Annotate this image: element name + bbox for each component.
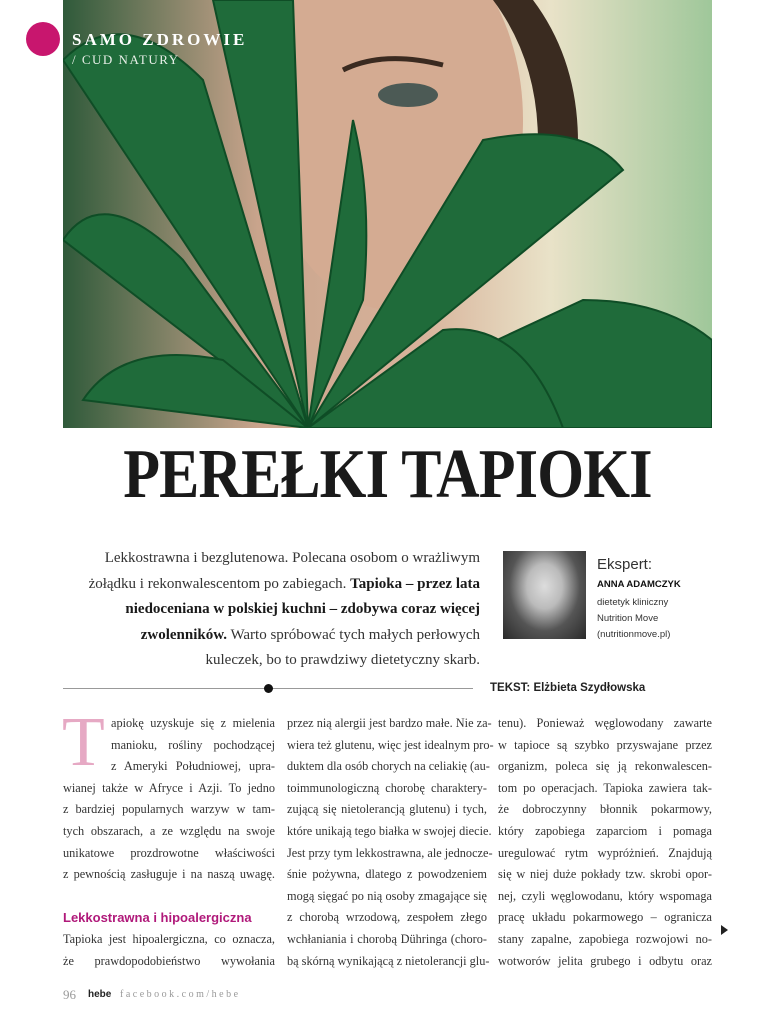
expert-site: (nutritionmove.pl) bbox=[597, 629, 671, 640]
text-line: w tapioce są szybko przyswajane przez bbox=[498, 737, 712, 752]
text-line: organizm, poleca się ją rekonwalescen- bbox=[498, 759, 712, 774]
column-2 bbox=[287, 713, 494, 972]
continue-arrow-icon bbox=[721, 925, 728, 935]
footer-url: facebook.com/hebe bbox=[120, 989, 241, 1000]
expert-org: Nutrition Move bbox=[597, 613, 659, 624]
text-line: że prawdopodobieństwo wywołania bbox=[63, 953, 275, 968]
text-line: Tapioka jest hipoalergiczna, co oznacza, bbox=[63, 931, 275, 946]
column-1 bbox=[62, 704, 275, 972]
text-line: śnie pożywna, dlatego z powodzeniem bbox=[287, 867, 487, 882]
text-line: tom po operacjach. Tapioka zawiera tak- bbox=[498, 780, 712, 795]
lead-text: Lekkostrawna i bezglutenowa. Polecana osobom o wrażliwym żołądku i rekonwalescentom po zabiegach. bbox=[88, 550, 480, 592]
expert-photo bbox=[503, 551, 586, 639]
section-marker-dot bbox=[26, 22, 60, 56]
text-line: pracę układu pokarmowego – ogranicza bbox=[498, 910, 712, 925]
text-line: mogą sięgać po nią osoby zmagające się bbox=[287, 888, 487, 903]
section-subname: / CUD NATURY bbox=[72, 52, 180, 67]
text-line: z bardziej popularnych warzyw w tam- bbox=[63, 802, 275, 817]
text-line: wchłaniania i chorobą Dühringa (choro- bbox=[287, 931, 487, 946]
article-title: PEREŁKI TAPIOKI bbox=[123, 436, 652, 513]
text-line: wiera też glutenu, więc jest idealnym pro- bbox=[287, 737, 494, 752]
expert-label: Ekspert: bbox=[597, 556, 653, 573]
text-line: manioku, rośliny pochodzącej bbox=[111, 737, 275, 752]
divider-dot bbox=[264, 684, 273, 693]
author-credit: TEKST: Elżbieta Szydłowska bbox=[490, 682, 646, 694]
text-line: który zapobiega zaparciom i pomaga bbox=[498, 823, 712, 838]
text-line: nej, czyli węglowodanu, który wspomaga bbox=[498, 888, 712, 903]
lead-paragraph bbox=[80, 546, 480, 674]
text-line: z Ameryki Południowej, upra- bbox=[111, 759, 275, 774]
column-3 bbox=[498, 713, 712, 972]
text-line: się w niej duże pokłady tzw. skrobi opor- bbox=[498, 867, 712, 882]
drop-cap: T bbox=[62, 704, 105, 781]
text-line: tych obszarach, a ze względu na swoje bbox=[63, 823, 275, 838]
text-line: uregulować rytm wypróżnień. Znajdują bbox=[498, 845, 712, 860]
text-line: toimmunologiczną chorobę charaktery- bbox=[287, 780, 487, 795]
spacer bbox=[63, 886, 275, 908]
expert-role: dietetyk kliniczny bbox=[597, 597, 669, 608]
page-number: 96 bbox=[63, 987, 76, 1002]
text-line: unikatowe prozdrowotne właściwości bbox=[63, 845, 275, 860]
subheading: Lekkostrawna i hipoalergiczna bbox=[63, 910, 252, 926]
text-line: które unikają tego białka w swojej diecie. bbox=[287, 823, 492, 838]
text-line: wotworów jelita grubego i odbytu oraz bbox=[498, 953, 712, 968]
lead-bold: Tapioka – przez lata niedoceniana w polskiej kuchni – zdobywa coraz więcej zwolenników. bbox=[125, 575, 480, 643]
text-line: że dobroczynny błonnik pokarmowy, bbox=[498, 802, 712, 817]
text-line: apiokę uzyskuje się z mielenia bbox=[111, 716, 275, 730]
text-line: wianej także w Afryce i Azji. To jedno bbox=[63, 780, 275, 795]
footer-brand: hebe bbox=[88, 989, 112, 1000]
text-line: z chorobą wrzodową, zespołem złego bbox=[287, 910, 487, 925]
text-line: duktem dla osób chorych na celiakię (au- bbox=[287, 759, 490, 774]
text-line: zującą się nietolerancją glutenu) i tych, bbox=[287, 802, 487, 817]
text-line: bą skórną wynikającą z nietolerancji glu- bbox=[287, 953, 490, 968]
section-name: SAMO ZDROWIE bbox=[72, 30, 248, 49]
text-line: tenu). Ponieważ węglowodany zawarte bbox=[498, 716, 712, 730]
expert-name: ANNA ADAMCZYK bbox=[597, 579, 681, 590]
lead-text-end: Warto spróbować tych małych perłowych kuleczek, bo to prawdziwy dietetyczny skarb. bbox=[205, 626, 480, 668]
text-line: Jest przy tym lekkostrawna, ale jednocze- bbox=[287, 845, 493, 860]
text-line: przez nią alergii jest bardzo małe. Nie za- bbox=[287, 716, 492, 730]
text-line: z pewnością zasługuje i na naszą uwagę. bbox=[63, 867, 275, 882]
text-line: stany zapalne, zapobiega rozwojowi no- bbox=[498, 931, 712, 946]
